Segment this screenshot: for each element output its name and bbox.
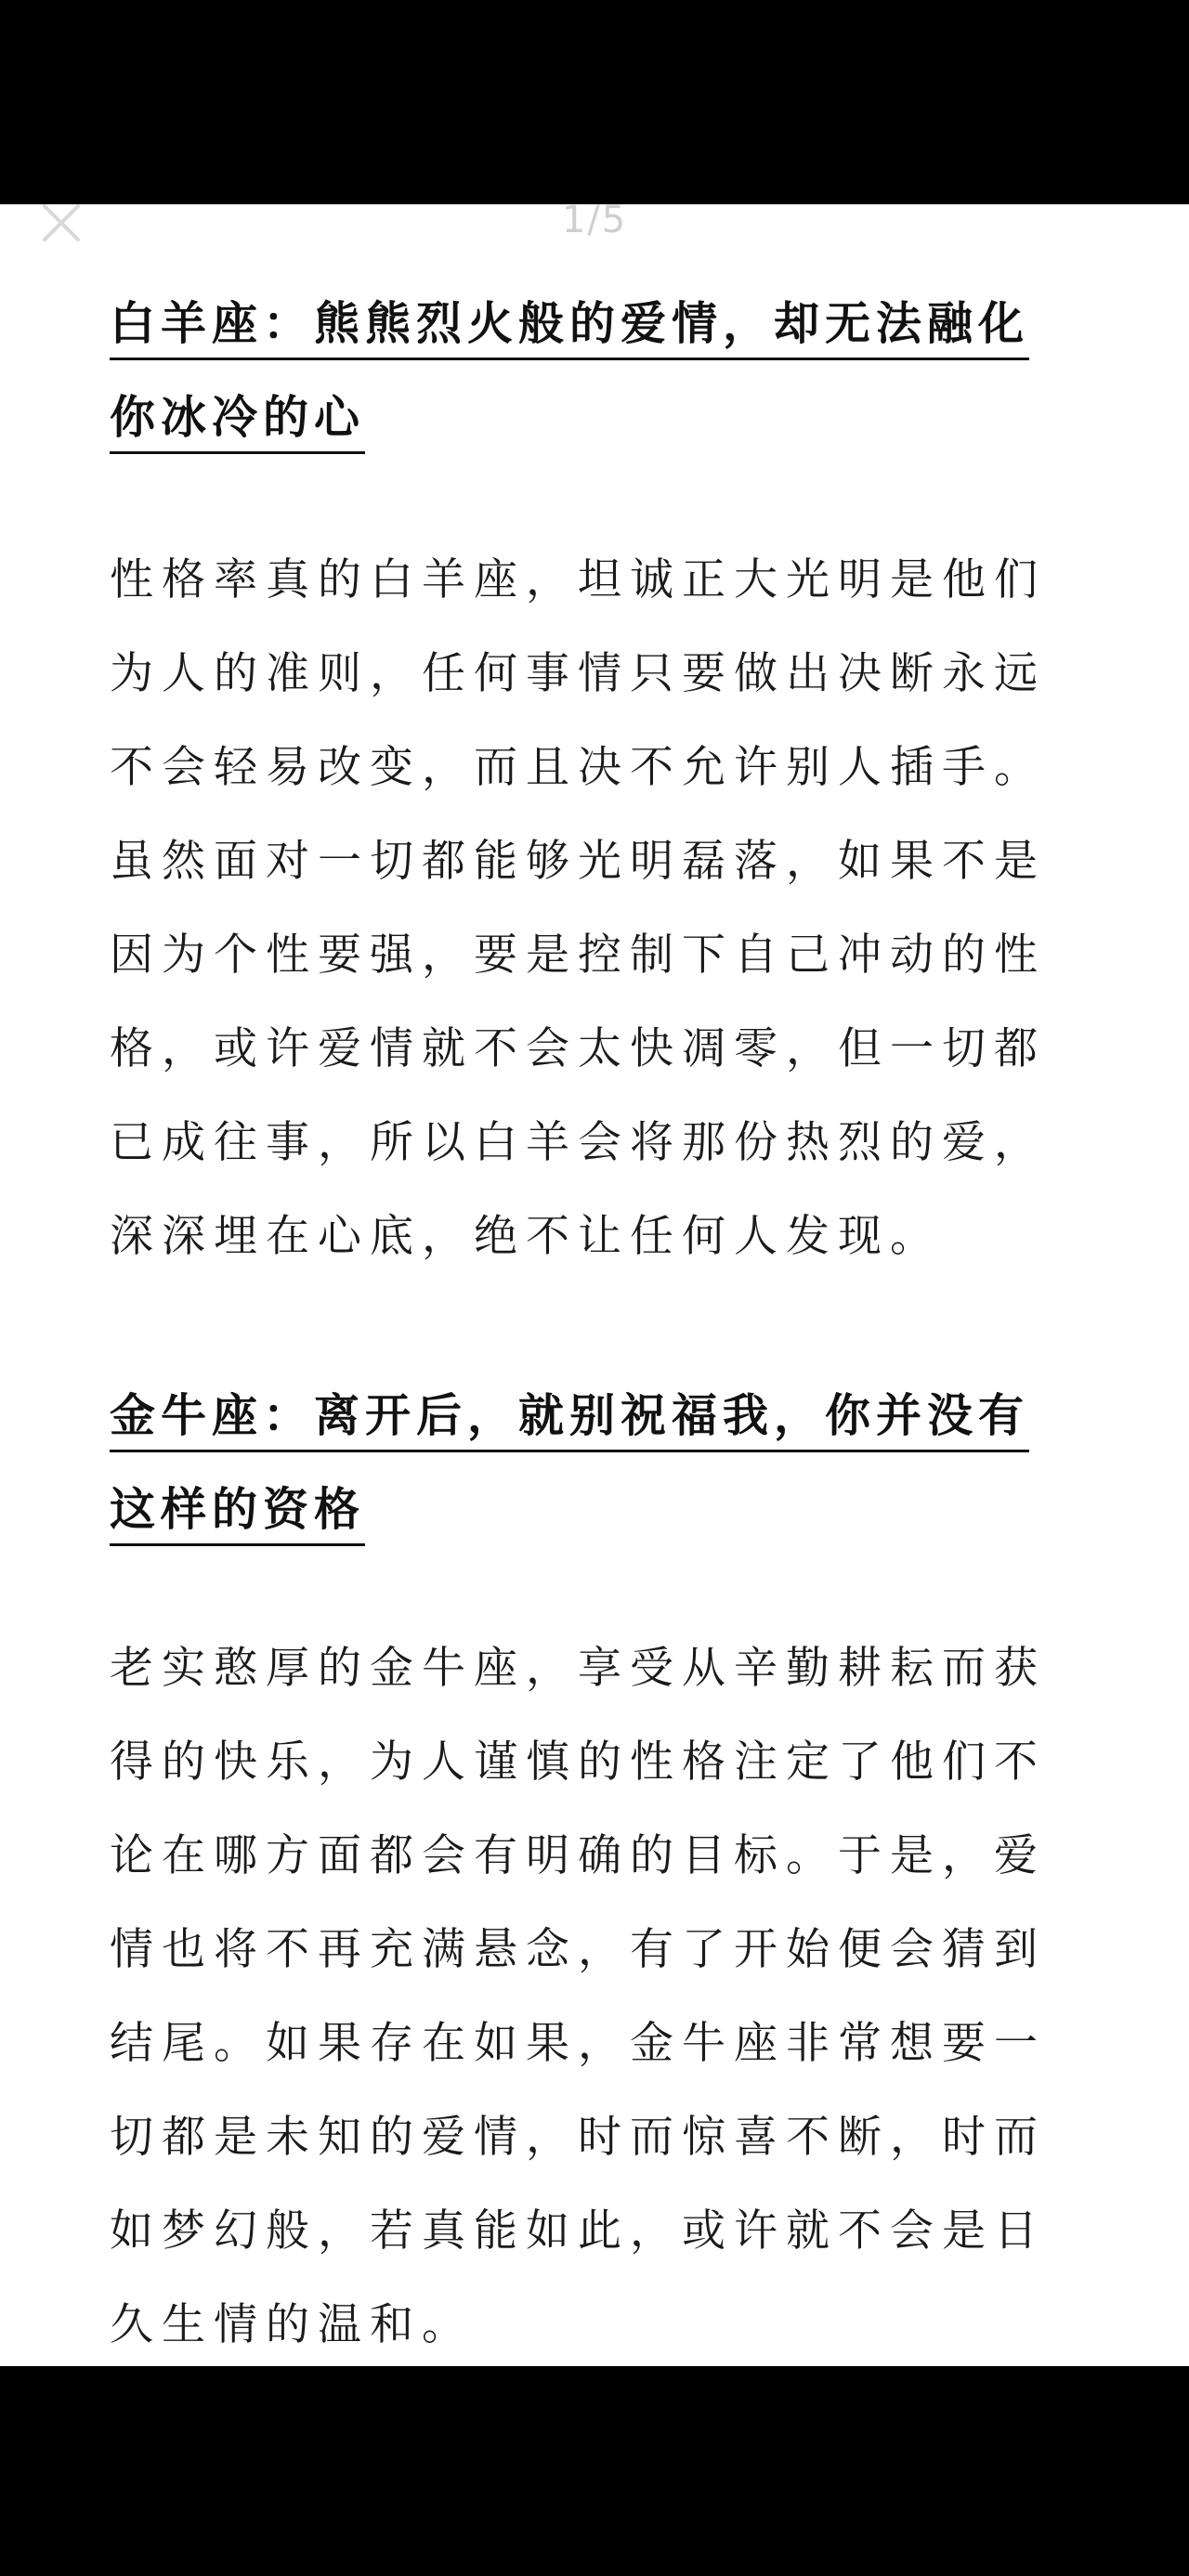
section-body-taurus: 老实憨厚的金牛座，享受从辛勤耕耘而获得的快乐，为人谨慎的性格注定了他们不论在哪方面都会有明确的目标。于是，爱情也将不再充满悬念，有了开始便会猜到结尾。如果存在如果，金牛座非常想要一切都是未知的爱情，时而惊喜不断，时而如梦幻般，若真能如此，或许就不会是日久生情的温和。 [110, 1643, 1046, 2350]
section-heading-taurus [110, 1369, 1079, 1556]
section-heading-aries [110, 277, 1079, 464]
top-bar [0, 0, 1189, 204]
heading-line: 白羊座：熊熊烈火般的爱情，却无法融化 [110, 297, 1029, 360]
heading-line: 这样的资格 [110, 1483, 365, 1546]
page-counter: 1/5 [561, 199, 628, 241]
heading-line: 你冰冷的心 [110, 391, 365, 454]
bottom-bar [0, 2366, 1189, 2576]
heading-line: 金牛座：离开后，就别祝福我，你并没有 [110, 1389, 1029, 1452]
section-body-aries: 性格率真的白羊座，坦诚正大光明是他们为人的准则，任何事情只要做出决断永远不会轻易改变，而且决不允许别人插手。虽然面对一切都能够光明磊落，如果不是因为个性要强，要是控制下自己冲动的性格，或许爱情就不会太快凋零，但一切都已成往事，所以白羊会将那份热烈的爱，深深埋在心底，绝不让任何人发现。 [110, 554, 1046, 1262]
image-content[interactable] [0, 204, 1189, 2366]
